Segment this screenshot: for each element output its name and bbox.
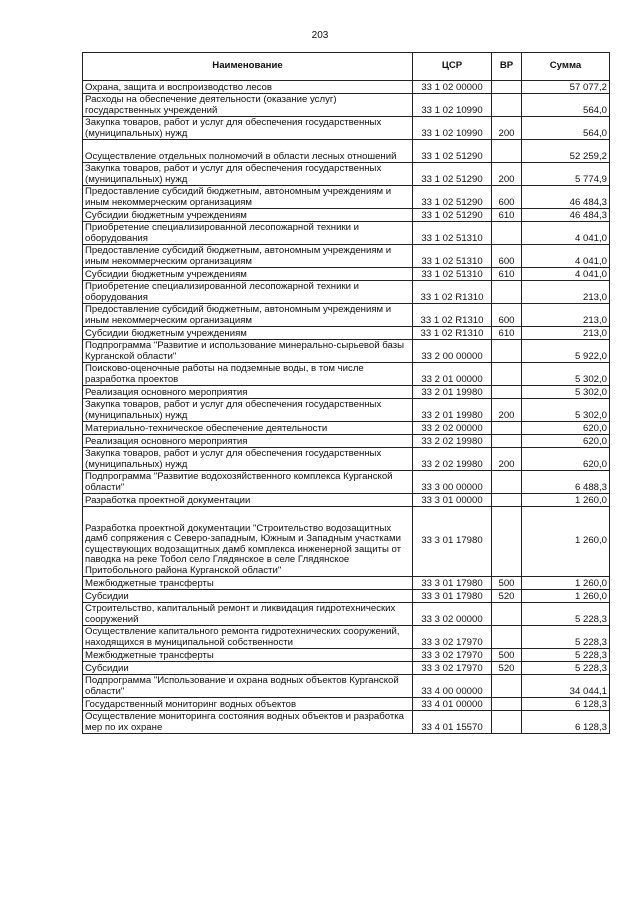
cell-csr: 33 2 01 00000 xyxy=(413,363,492,386)
cell-name: Субсидии xyxy=(83,590,413,603)
header-vr: ВР xyxy=(492,53,522,81)
cell-vr: 610 xyxy=(492,209,522,222)
table-row xyxy=(83,399,610,422)
cell-sum: 5 228,3 xyxy=(522,649,610,662)
cell-name: Поисково-оценочные работы на подземные воды, в том числе разработка проектов xyxy=(83,363,413,386)
cell-sum: 5 302,0 xyxy=(522,386,610,399)
table-row xyxy=(83,662,610,675)
cell-name: Подпрограмма "Использование и охрана водных объектов Курганской области" xyxy=(83,675,413,698)
cell-vr xyxy=(492,386,522,399)
table-row xyxy=(83,698,610,711)
cell-csr: 33 2 01 19980 xyxy=(413,386,492,399)
cell-csr: 33 1 02 51310 xyxy=(413,268,492,281)
cell-sum: 1 260,0 xyxy=(522,507,610,577)
table-row xyxy=(83,471,610,494)
cell-sum: 5 302,0 xyxy=(522,363,610,386)
table-row xyxy=(83,222,610,245)
cell-csr: 33 3 02 00000 xyxy=(413,603,492,626)
cell-sum: 5 774,9 xyxy=(522,163,610,186)
table-row xyxy=(83,163,610,186)
table-row xyxy=(83,304,610,327)
table-row xyxy=(83,340,610,363)
cell-sum: 564,0 xyxy=(522,117,610,140)
table-row xyxy=(83,448,610,471)
cell-csr: 33 1 02 51310 xyxy=(413,222,492,245)
cell-csr: 33 2 02 19980 xyxy=(413,448,492,471)
cell-name: Приобретение специализированной лесопожарной техники и оборудования xyxy=(83,281,413,304)
cell-csr: 33 1 02 00000 xyxy=(413,81,492,94)
table-row xyxy=(83,327,610,340)
cell-sum: 5 302,0 xyxy=(522,399,610,422)
cell-csr: 33 4 00 00000 xyxy=(413,675,492,698)
cell-vr: 610 xyxy=(492,268,522,281)
cell-vr: 200 xyxy=(492,117,522,140)
cell-sum: 564,0 xyxy=(522,94,610,117)
cell-sum: 620,0 xyxy=(522,435,610,448)
cell-sum: 4 041,0 xyxy=(522,268,610,281)
cell-csr: 33 1 02 51290 xyxy=(413,186,492,209)
cell-vr: 520 xyxy=(492,662,522,675)
table-row xyxy=(83,386,610,399)
table-body xyxy=(83,81,610,734)
cell-vr xyxy=(492,603,522,626)
cell-sum: 213,0 xyxy=(522,304,610,327)
cell-sum: 57 077,2 xyxy=(522,81,610,94)
cell-csr: 33 3 00 00000 xyxy=(413,471,492,494)
cell-vr xyxy=(492,281,522,304)
cell-csr: 33 2 02 19980 xyxy=(413,435,492,448)
cell-vr: 610 xyxy=(492,327,522,340)
cell-vr: 200 xyxy=(492,448,522,471)
cell-csr: 33 4 01 15570 xyxy=(413,711,492,734)
cell-sum: 4 041,0 xyxy=(522,222,610,245)
table-row xyxy=(83,590,610,603)
cell-vr xyxy=(492,675,522,698)
cell-vr: 520 xyxy=(492,590,522,603)
table-row xyxy=(83,649,610,662)
cell-name: Предоставление субсидий бюджетным, автономным учреждениям и иным некоммерческим организациям xyxy=(83,245,413,268)
cell-name: Охрана, защита и воспроизводство лесов xyxy=(83,81,413,94)
cell-sum: 1 260,0 xyxy=(522,590,610,603)
cell-csr: 33 3 01 00000 xyxy=(413,494,492,507)
page-number: 203 xyxy=(311,30,329,41)
table-row xyxy=(83,363,610,386)
cell-vr xyxy=(492,435,522,448)
cell-vr: 200 xyxy=(492,163,522,186)
cell-sum: 52 259,2 xyxy=(522,140,610,163)
cell-csr: 33 3 01 17980 xyxy=(413,507,492,577)
cell-name: Субсидии бюджетным учреждениям xyxy=(83,209,413,222)
cell-vr: 600 xyxy=(492,186,522,209)
cell-name: Расходы на обеспечение деятельности (оказание услуг) государственных учреждений xyxy=(83,94,413,117)
cell-sum: 46 484,3 xyxy=(522,186,610,209)
cell-name: Межбюджетные трансферты xyxy=(83,577,413,590)
cell-name: Разработка проектной документации "Строительство водозащитных дамб сопряжения с Северо-западным, Южным и Западным участками существующих водозащитных дамб комплекса инженерной защиты от паводка на реке Тобол село Глядянское в селе Глядянское Притобольного района Курганской области" xyxy=(83,507,413,577)
cell-vr: 600 xyxy=(492,245,522,268)
cell-sum: 4 041,0 xyxy=(522,245,610,268)
cell-name: Приобретение специализированной лесопожарной техники и оборудования xyxy=(83,222,413,245)
table-row xyxy=(83,422,610,435)
table-row xyxy=(83,281,610,304)
cell-name: Государственный мониторинг водных объектов xyxy=(83,698,413,711)
cell-name: Закупка товаров, работ и услуг для обеспечения государственных (муниципальных) нужд xyxy=(83,117,413,140)
cell-csr: 33 1 02 10990 xyxy=(413,117,492,140)
cell-csr: 33 1 02 51290 xyxy=(413,163,492,186)
table-row xyxy=(83,245,610,268)
cell-sum: 5 228,3 xyxy=(522,626,610,649)
cell-sum: 46 484,3 xyxy=(522,209,610,222)
cell-name: Материально-техническое обеспечение деятельности xyxy=(83,422,413,435)
header-name: Наименование xyxy=(83,53,413,81)
table-row xyxy=(83,675,610,698)
cell-sum: 620,0 xyxy=(522,422,610,435)
cell-sum: 213,0 xyxy=(522,327,610,340)
cell-sum: 1 260,0 xyxy=(522,577,610,590)
cell-name: Закупка товаров, работ и услуг для обеспечения государственных (муниципальных) нужд xyxy=(83,399,413,422)
cell-vr: 500 xyxy=(492,649,522,662)
cell-name: Осуществление капитального ремонта гидротехнических сооружений, находящихся в муниципальной собственности xyxy=(83,626,413,649)
table-row xyxy=(83,711,610,734)
cell-sum: 34 044,1 xyxy=(522,675,610,698)
cell-csr: 33 2 00 00000 xyxy=(413,340,492,363)
table-row xyxy=(83,94,610,117)
cell-csr: 33 3 02 17970 xyxy=(413,649,492,662)
cell-sum: 1 260,0 xyxy=(522,494,610,507)
cell-name: Субсидии бюджетным учреждениям xyxy=(83,268,413,281)
cell-sum: 620,0 xyxy=(522,448,610,471)
table-row xyxy=(83,186,610,209)
cell-name: Подпрограмма "Развитие и использование минерально-сырьевой базы Курганской области" xyxy=(83,340,413,363)
cell-vr: 600 xyxy=(492,304,522,327)
cell-name: Подпрограмма "Развитие водохозяйственного комплекса Курганской области" xyxy=(83,471,413,494)
cell-vr xyxy=(492,81,522,94)
table-row xyxy=(83,603,610,626)
cell-sum: 5 228,3 xyxy=(522,662,610,675)
cell-name: Предоставление субсидий бюджетным, автономным учреждениям и иным некоммерческим организациям xyxy=(83,186,413,209)
table-row xyxy=(83,268,610,281)
cell-name: Межбюджетные трансферты xyxy=(83,649,413,662)
cell-csr: 33 1 02 R1310 xyxy=(413,327,492,340)
header-sum: Сумма xyxy=(522,53,610,81)
cell-sum: 6 128,3 xyxy=(522,698,610,711)
cell-name: Осуществление мониторинга состояния водных объектов и разработка мер по их охране xyxy=(83,711,413,734)
cell-vr xyxy=(492,698,522,711)
table-row xyxy=(83,81,610,94)
cell-sum: 5 922,0 xyxy=(522,340,610,363)
cell-name: Субсидии бюджетным учреждениям xyxy=(83,327,413,340)
budget-table xyxy=(82,52,610,734)
cell-vr xyxy=(492,94,522,117)
cell-vr xyxy=(492,711,522,734)
cell-vr: 500 xyxy=(492,577,522,590)
cell-name: Реализация основного мероприятия xyxy=(83,386,413,399)
cell-csr: 33 1 02 51290 xyxy=(413,140,492,163)
header-csr: ЦСР xyxy=(413,53,492,81)
cell-name: Реализация основного мероприятия xyxy=(83,435,413,448)
cell-csr: 33 3 02 17970 xyxy=(413,662,492,675)
table-row xyxy=(83,435,610,448)
cell-csr: 33 1 02 10990 xyxy=(413,94,492,117)
cell-name: Субсидии xyxy=(83,662,413,675)
cell-name: Разработка проектной документации xyxy=(83,494,413,507)
cell-name: Предоставление субсидий бюджетным, автономным учреждениям и иным некоммерческим организациям xyxy=(83,304,413,327)
cell-vr xyxy=(492,422,522,435)
cell-csr: 33 1 02 R1310 xyxy=(413,281,492,304)
table-row xyxy=(83,577,610,590)
cell-csr: 33 4 01 00000 xyxy=(413,698,492,711)
cell-vr xyxy=(492,140,522,163)
cell-vr xyxy=(492,626,522,649)
cell-vr xyxy=(492,507,522,577)
table-row xyxy=(83,209,610,222)
cell-name: Осуществление отдельных полномочий в области лесных отношений xyxy=(83,140,413,163)
cell-csr: 33 2 01 19980 xyxy=(413,399,492,422)
cell-vr xyxy=(492,363,522,386)
cell-csr: 33 3 01 17980 xyxy=(413,590,492,603)
cell-csr: 33 3 01 17980 xyxy=(413,577,492,590)
table-row xyxy=(83,507,610,577)
cell-csr: 33 2 02 00000 xyxy=(413,422,492,435)
table-row xyxy=(83,117,610,140)
cell-sum: 6 488,3 xyxy=(522,471,610,494)
cell-vr xyxy=(492,340,522,363)
cell-csr: 33 1 02 R1310 xyxy=(413,304,492,327)
table-row xyxy=(83,494,610,507)
table-header-row xyxy=(83,53,610,81)
cell-vr xyxy=(492,471,522,494)
cell-vr xyxy=(492,494,522,507)
cell-csr: 33 1 02 51290 xyxy=(413,209,492,222)
cell-name: Строительство, капитальный ремонт и ликвидация гидротехнических сооружений xyxy=(83,603,413,626)
cell-name: Закупка товаров, работ и услуг для обеспечения государственных (муниципальных) нужд xyxy=(83,448,413,471)
cell-sum: 213,0 xyxy=(522,281,610,304)
cell-csr: 33 3 02 17970 xyxy=(413,626,492,649)
table-row xyxy=(83,626,610,649)
cell-vr: 200 xyxy=(492,399,522,422)
cell-vr xyxy=(492,222,522,245)
cell-sum: 5 228,3 xyxy=(522,603,610,626)
cell-sum: 6 128,3 xyxy=(522,711,610,734)
cell-name: Закупка товаров, работ и услуг для обеспечения государственных (муниципальных) нужд xyxy=(83,163,413,186)
cell-csr: 33 1 02 51310 xyxy=(413,245,492,268)
table-row xyxy=(83,140,610,163)
